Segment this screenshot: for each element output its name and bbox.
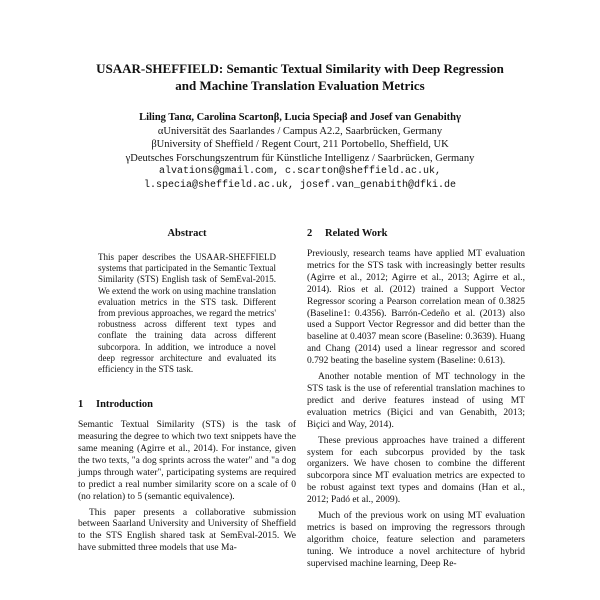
- related-section-number: 2: [307, 228, 313, 239]
- author-names: Liling Tanα, Carolina Scartonβ, Lucia Speciaβ and Josef van Genabithγ: [139, 112, 461, 123]
- related-paragraph-2: Another notable mention of MT technology in the STS task is the use of referential translation machines to predict and derive features instead of using MT evaluation metrics (Biçici and van Genabith, 2013; Biçici and Way, 2014).: [307, 372, 525, 430]
- author-block: [60, 111, 540, 192]
- left-column: [78, 228, 296, 555]
- author-emails-line-2: l.specia@sheffield.ac.uk, josef.van_genabith@dfki.de: [143, 179, 457, 191]
- title-line-2: and Machine Translation Evaluation Metrics: [175, 78, 425, 93]
- author-emails-line-1: alvations@gmail.com, c.scarton@sheffield.ac.uk,: [158, 166, 442, 177]
- intro-heading: [78, 399, 296, 410]
- right-column: [307, 228, 525, 571]
- abstract-heading: Abstract: [167, 228, 207, 239]
- affiliation-saarland: αUniversität des Saarlandes / Campus A2.2, Saarbrücken, Germany: [157, 125, 443, 137]
- abstract-text: This paper describes the USAAR-SHEFFIELD systems that participated in the Semantic Textual Similarity (STS) English task of SemEval-2015. We extend the work on using machine translation evaluation metrics in the STS task. Different from previous approaches, we regard the metrics' robustness across different text types and conflate the training data across different subcorpora. In addition, we introduce a novel deep regressor architecture and evaluated its efficiency in the STS task.: [98, 252, 276, 375]
- affiliation-dfki: γDeutsches Forschungszentrum für Künstliche Intelligenz / Saarbrücken, Germany: [125, 152, 475, 164]
- intro-paragraph-2: This paper presents a collaborative submission between Saarland University and University of Sheffield to the STS English shared task at SemEval-2015. We have submitted three models that use Ma-: [78, 507, 296, 554]
- intro-paragraph-1: Semantic Textual Similarity (STS) is the task of measuring the degree to which two text snippets have the same meaning (Agirre et al., 2014). For instance, given the two texts, "a dog sprints across the water" and "a dog jumps through water", participating systems are required to predict a real number similarity score on a scale of 0 (no relation) to 5 (semantic equivalence).: [78, 420, 296, 502]
- intro-section-number: 1: [78, 399, 84, 411]
- affiliation-sheffield: βUniversity of Sheffield / Regent Court, 211 Portobello, Sheffield, UK: [151, 139, 449, 150]
- related-heading: [307, 228, 525, 239]
- paper-title: [60, 60, 540, 94]
- related-paragraph-3: These previous approaches have trained a different system for each subcorpus provided by the task organizers. We have chosen to combine the different subcorpora since MT evaluation metrics are expected to be robust against text types and domains (Han et al., 2012; Padó et al., 2009).: [307, 435, 525, 506]
- title-line-1: USAAR-SHEFFIELD: Semantic Textual Similarity with Deep Regression: [96, 61, 504, 76]
- related-heading-text: Related Work: [325, 228, 388, 239]
- related-paragraph-4: Much of the previous work on using MT evaluation metrics is based on improving the regressors through algorithm choice, feature selection and parameters tuning. We introduce a novel architecture of hybrid supervised machine learning, Deep Re-: [307, 511, 525, 569]
- intro-heading-text: Introduction: [96, 399, 153, 411]
- related-paragraph-1: Previously, research teams have applied MT evaluation metrics for the STS task with increasingly better results (Agirre et al., 2012; Agirre et al., 2013; Agirre et al., 2014). Rios et al. (2012) trained a Support Vector Regressor scoring a Pearson correlation mean of 0.3825 (Baseline1: 0.4356). Barrón-Cedeño et al. (2013) also used a Support Vector Regressor and did better than the baseline at 0.4037 mean score (Baseline: 0.3639). Huang and Chang (2014) used a linear regressor and scored 0.792 beating the baseline system (Baseline: 0.613).: [307, 249, 525, 367]
